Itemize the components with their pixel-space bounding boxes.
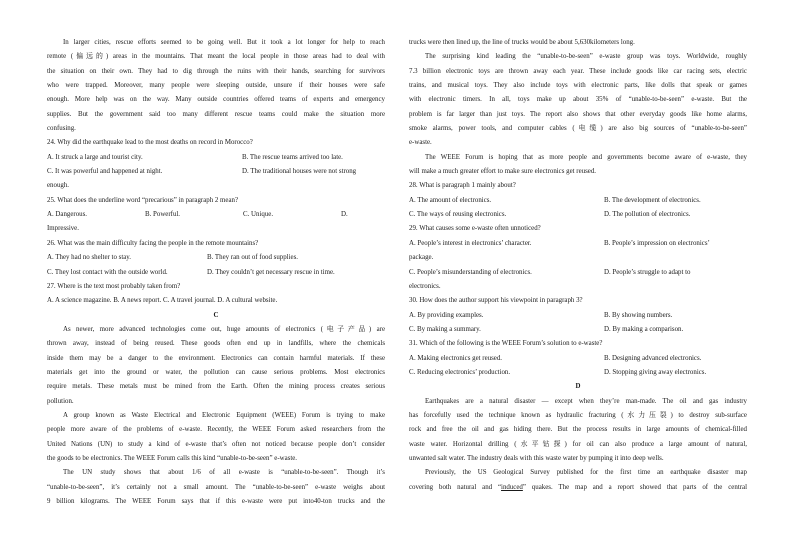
option-c: C. By making a summary. — [409, 325, 481, 333]
question-26-options — [47, 251, 385, 265]
question-24-options — [47, 151, 385, 165]
option-a: A. The amount of electronics. — [409, 196, 492, 204]
text-line: materials get into the ground or water, the pollution can cause serious problems. Most electronics — [47, 368, 385, 376]
question-31-options — [409, 366, 747, 380]
text-line: trains, and musical toys. They also include toys with electronic parts, like dolls that speak or games — [409, 82, 747, 90]
text-line: who were trapped. Moreover, many people were sleeping outside, unsure if their houses were safe — [47, 82, 385, 90]
text-line: 9 billion kilograms. The WEEE Forum says that if this e-waste were put into40-ton trucks and the — [47, 498, 385, 505]
text-line — [409, 481, 747, 495]
option-a: A. It struck a large and tourist city. — [47, 153, 143, 161]
option-a: A. By providing examples. — [409, 311, 484, 319]
text-line: Previously, the US Geological Survey published for the first time an earthquake disaster map — [425, 469, 747, 477]
option-d: D. The traditional houses were not strong — [242, 168, 357, 176]
text-line: As newer, more advanced technologies come out, huge amounts of electronics (电子产品) are — [63, 325, 385, 333]
text-line: will make a much greater effort to make sure electronics get reused. — [409, 168, 596, 176]
text-line: has forcefully used the technique known as hydraulic fracturing (水力压裂) to destroy sub-surface — [409, 411, 747, 419]
underlined-word: induced — [501, 483, 523, 491]
option-d: D. — [341, 211, 348, 219]
text-line: trucks were then lined up, the line of trucks would be about 5,630kilometers long. — [409, 39, 635, 46]
text-line: people more aware of the problems of e-waste. Recently, the WEEE Forum asked researchers from the — [47, 426, 385, 434]
text-line: enough. More help was on the way. Many outside countries offered teams of experts and emergency — [47, 96, 385, 104]
text-line: smoke alarms, power tools, and computer cables (电缆) are also big sources of “unable-to-be-seen” — [409, 125, 747, 133]
option-b: B. By showing numbers. — [604, 311, 673, 319]
text-line: rock and free the oil and gas hiding there. But the process results in large amounts of chemical-filled — [409, 426, 747, 434]
option-a: A. Making electronics get reused. — [409, 354, 502, 362]
text-line: In larger cities, rescue efforts seemed to be going well. But it took a lot longer for help to reach — [63, 39, 385, 46]
text-line: e-waste. — [409, 139, 432, 147]
text-line: pollution. — [47, 397, 74, 405]
option-c: C. They lost contact with the outside world. — [47, 268, 168, 276]
question-28-options — [409, 208, 747, 222]
question-30-options — [409, 323, 747, 337]
option-d-continued: electronics. — [409, 282, 441, 290]
option-a: A. People’s interest in electronics’ character. — [409, 239, 532, 247]
text-line: A group known as Waste Electrical and Electronic Equipment (WEEE) Forum is trying to make — [63, 411, 385, 419]
question-31-stem: 31. Which of the following is the WEEE Forum’s solution to e-waste? — [409, 340, 603, 348]
option-b: B. Powerful. — [145, 211, 181, 219]
option-d-continued: enough. — [47, 182, 70, 190]
option-b: B. The rescue teams arrived too late. — [242, 153, 343, 161]
text-line: United Nations (UN) to study a kind of e-waste that’s often not noticed because people don’t consider — [47, 440, 385, 448]
text-line: thrown away, instead of being reused. These goods often end up in landfills, where the chemicals — [47, 340, 385, 348]
text-line: inside them may be a danger to the environment. Electronics can contain harmful materials. If these — [47, 354, 385, 362]
text-line: unwanted salt water. The industry deals with this waste water by pumping it into deep wells. — [409, 454, 664, 462]
option-d-continued: Impressive. — [47, 225, 79, 233]
left-column — [47, 36, 385, 509]
option-c: C. The ways of reusing electronics. — [409, 211, 507, 219]
text-line: Earthquakes are a natural disaster — except when they’re man-made. The oil and gas industry — [425, 397, 747, 405]
option-d: D. Stopping giving away electronics. — [604, 368, 707, 376]
text-fragment: covering both natural and “ — [409, 483, 502, 491]
text-line: The surprising kind leading the “unable-to-be-seen” e-waste group was toys. Worldwide, roughly — [425, 53, 747, 61]
option-a: A. Dangerous. — [47, 211, 87, 219]
question-29-stem: 29. What causes some e-waste often unnoticed? — [409, 225, 541, 233]
option-b: B. Designing advanced electronics. — [604, 354, 702, 362]
text-line: problem is far larger than just toys. The report also shows that other everyday goods like home alarms, — [409, 110, 747, 118]
text-line: with electronic timers. In all, toys make up about 35% of “unable-to-be-seen” e-waste. But the — [409, 96, 747, 104]
question-29-options — [409, 237, 747, 251]
option-d: D. People’s struggle to adapt to — [604, 268, 691, 276]
option-b-continued: package. — [409, 254, 434, 262]
option-b: B. People’s impression on electronics’ — [604, 239, 710, 247]
question-31-options — [409, 352, 747, 366]
text-line: require metals. These metals must be mined from the Earth. Often the mining process creates serious — [47, 383, 385, 391]
option-b: B. They ran out of food supplies. — [207, 254, 298, 262]
option-b: B. The development of electronics. — [604, 196, 701, 204]
option-c: C. People’s misunderstanding of electronics. — [409, 268, 532, 276]
question-28-stem: 28. What is paragraph 1 mainly about? — [409, 182, 516, 190]
question-24-stem: 24. Why did the earthquake lead to the most deaths on record in Morocco? — [47, 139, 253, 147]
question-25-stem: 25. What does the underline word “precarious” in paragraph 2 mean? — [47, 196, 239, 204]
question-26-stem: 26. What was the main difficulty facing the people in the remote mountains? — [47, 239, 259, 247]
option-c: C. Unique. — [243, 211, 274, 219]
section-heading: D — [575, 383, 581, 391]
option-d: D. By making a comparison. — [604, 325, 684, 333]
text-line: 7.3 billion electronic toys are thrown away each year. These include goods like car racing sets, electric — [409, 67, 747, 75]
text-line: “unable-to-be-seen”, it’s certainly not a small amount. The “unable-to-be-seen” e-waste weighs about — [47, 483, 385, 491]
text-line: the situation on their own. They had to dig through the ruins with their hands, searching for survivors — [47, 67, 385, 75]
text-line: waste water. Horizontal drilling (水平钻探) for oil can also produce a large amount of natural, — [409, 440, 747, 448]
question-29-options — [409, 266, 747, 280]
text-line: supplies. But the government said too many different rescue teams could make the situation more — [47, 110, 385, 118]
text-line: remote (偏远的) areas in the mountains. That meant the local people in those areas had to deal with — [47, 53, 385, 61]
question-26-options — [47, 266, 385, 280]
question-24-options — [47, 165, 385, 179]
option-d: D. They couldn’t get necessary rescue in time. — [207, 268, 335, 276]
text-line: The UN study shows that about 1/6 of all e-waste is “unable-to-be-seen”. Though it’s — [63, 469, 385, 477]
section-heading: C — [213, 311, 219, 319]
question-30-stem: 30. How does the author support his viewpoint in paragraph 3? — [409, 297, 583, 305]
question-27-stem: 27. Where is the text most probably taken from? — [47, 282, 181, 290]
option-a: A. They had no shelter to stay. — [47, 254, 132, 262]
option-c: C. Reducing electronics’ production. — [409, 368, 511, 376]
text-line: confusing. — [47, 125, 76, 133]
question-25-options — [47, 208, 385, 222]
right-column — [409, 36, 747, 495]
question-27-options: A. A science magazine. B. A news report. C. A travel journal. D. A cultural website. — [47, 297, 278, 305]
text-line: The WEEE Forum is hoping that as more people and governments become aware of e-waste, they — [425, 153, 747, 161]
question-28-options — [409, 194, 747, 208]
text-fragment: ” quakes. The map and a report showed that parts of the central — [522, 483, 747, 491]
text-line: the goods to be electronics. The WEEE Forum calls this kind “unable-to-be-seen” e-waste. — [47, 454, 298, 462]
option-c: C. It was powerful and happened at night. — [47, 168, 163, 176]
option-d: D. The pollution of electronics. — [604, 211, 691, 219]
question-30-options — [409, 309, 747, 323]
